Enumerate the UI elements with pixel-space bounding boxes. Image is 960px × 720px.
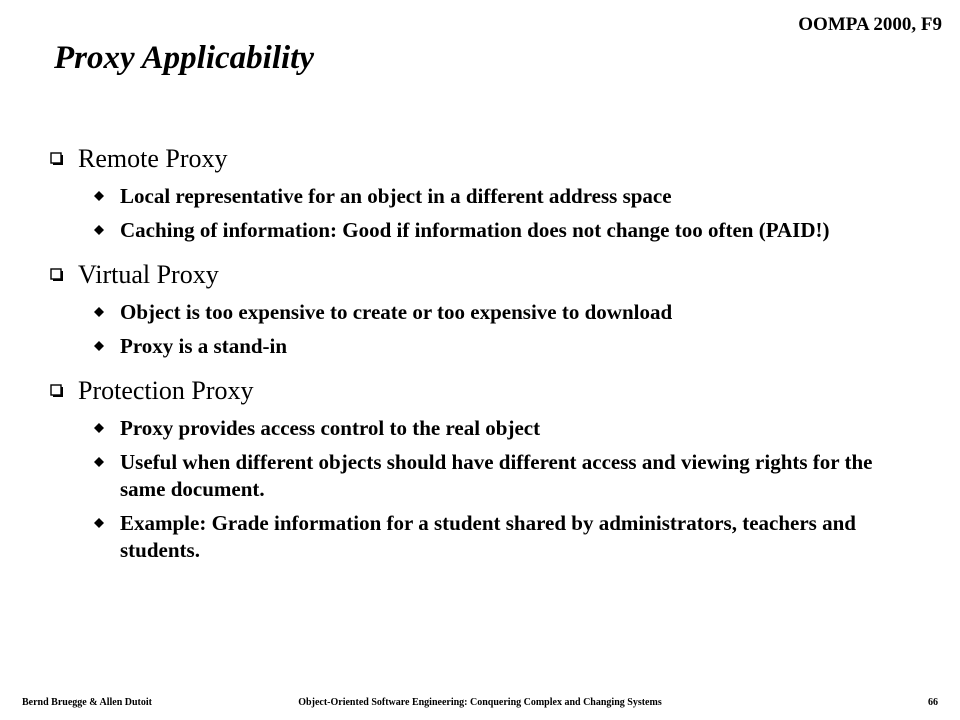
slide-footer <box>22 697 938 708</box>
section-virtual-proxy <box>50 258 910 360</box>
diamond-bullet-icon <box>94 183 120 210</box>
diamond-bullet-icon <box>94 333 120 360</box>
diamond-bullet-icon <box>94 510 120 564</box>
slide-title: Proxy Applicability <box>54 40 314 76</box>
list-item: Caching of information: Good if information does not change too often (PAID!) <box>50 217 910 244</box>
list-item: Proxy is a stand-in <box>50 333 910 360</box>
diamond-bullet-icon <box>94 217 120 244</box>
footer-page-number: 66 <box>928 697 938 708</box>
list-item: Local representative for an object in a different address space <box>50 183 910 210</box>
list-item: Proxy provides access control to the real object <box>50 415 910 442</box>
hollow-square-bullet-icon <box>50 384 78 398</box>
hollow-square-bullet-icon <box>50 268 78 282</box>
list-item: Example: Grade information for a student shared by administrators, teachers and students. <box>50 510 910 564</box>
slide-tag: OOMPA 2000, F9 <box>798 14 942 35</box>
section-label: Virtual Proxy <box>78 260 219 289</box>
footer-authors: Bernd Bruegge & Allen Dutoit <box>22 697 152 708</box>
section-label: Remote Proxy <box>78 144 228 173</box>
hollow-square-bullet-icon <box>50 152 78 166</box>
slide-content <box>50 140 910 564</box>
section-protection-proxy <box>50 374 910 564</box>
diamond-bullet-icon <box>94 299 120 326</box>
section-remote-proxy <box>50 142 910 244</box>
footer-book-title: Object-Oriented Software Engineering: Conquering Complex and Changing Systems <box>298 697 662 708</box>
list-item: Useful when different objects should have different access and viewing rights for the same document. <box>50 449 910 503</box>
list-item: Object is too expensive to create or too expensive to download <box>50 299 910 326</box>
diamond-bullet-icon <box>94 415 120 442</box>
diamond-bullet-icon <box>94 449 120 503</box>
section-label: Protection Proxy <box>78 376 254 405</box>
